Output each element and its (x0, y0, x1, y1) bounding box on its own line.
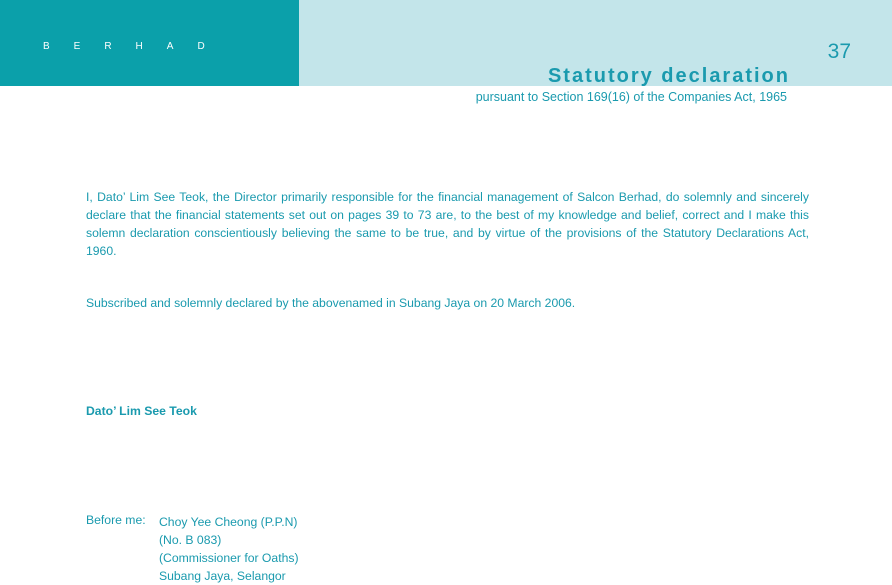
page-subtitle: pursuant to Section 169(16) of the Companies Act, 1965 (475, 90, 787, 104)
subscribed-statement: Subscribed and solemnly declared by the abovenamed in Subang Jaya on 20 March 2006. (86, 296, 576, 310)
witness-line: Subang Jaya, Selangor (159, 569, 286, 583)
witness-line: Choy Yee Cheong (P.P.N) (159, 515, 298, 529)
declaration-paragraph: I, Dato’ Lim See Teok, the Director primarily responsible for the financial management of Salcon Berhad, do solemnly and sincerely declare that the financial statements set out on pages 39 to 73 are, to the best of my knowledge and belief, correct and I make this solemn declaration conscientiously believing the same to be true, and by virtue of the provisions of the Statutory Declarations Act, 1960. (86, 190, 809, 258)
witness-block (159, 513, 299, 585)
company-name-spaced: BERHAD (43, 41, 229, 52)
page-title: Statutory declaration (547, 65, 790, 87)
witness-line: (No. B 083) (159, 533, 222, 547)
witness-line: (Commissioner for Oaths) (159, 551, 299, 565)
witness-label: Before me: (86, 513, 146, 527)
page-number: 37 (827, 40, 851, 63)
signatory-name: Dato’ Lim See Teok (86, 404, 197, 418)
